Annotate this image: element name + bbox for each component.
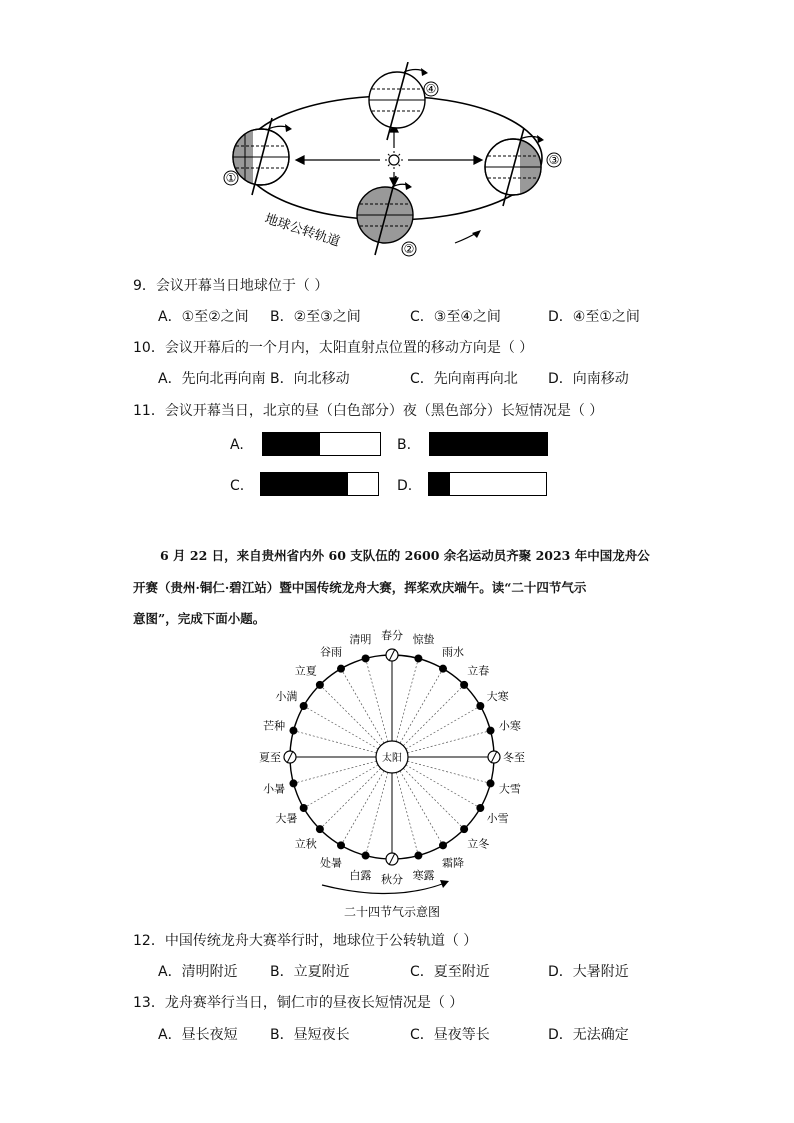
passage-line-3: 意图”，完成下面小题。 bbox=[133, 611, 266, 626]
term-label-15: 立秋 bbox=[294, 837, 317, 851]
q9-option-b[interactable]: B．②至③之间 bbox=[270, 309, 361, 325]
term-label-22: 谷雨 bbox=[320, 645, 342, 659]
term-dot-8 bbox=[476, 804, 484, 812]
spoke-line bbox=[320, 768, 381, 829]
q12-option-b[interactable]: B．立夏附近 bbox=[270, 964, 350, 980]
q13-option-b[interactable]: B．昼短夜长 bbox=[270, 1027, 350, 1043]
q9-option-c[interactable]: C．③至④之间 bbox=[410, 309, 501, 325]
passage-line-2: 开赛（贵州·铜仁·碧江站）暨中国传统龙舟大赛，挥桨欢庆端午。读“二十四节气示 bbox=[133, 580, 587, 595]
term-label-13: 白露 bbox=[349, 868, 372, 882]
q11-option-c-label[interactable]: C. bbox=[230, 478, 245, 494]
passage-line-1: 6 月 22 日，来自贵州省内外 60 支队伍的 2600 余名运动员齐聚 2023 年中国龙舟公 bbox=[160, 548, 650, 563]
spoke-line bbox=[304, 765, 378, 808]
spoke-line bbox=[403, 685, 464, 746]
term-dot-10 bbox=[439, 841, 447, 849]
sun-center-label: 太阳 bbox=[382, 753, 402, 764]
term-label-0: 春分 bbox=[381, 629, 403, 642]
q13-option-a[interactable]: A．昼长夜短 bbox=[158, 1027, 238, 1043]
q13-option-d[interactable]: D．无法确定 bbox=[548, 1027, 629, 1043]
night-fill bbox=[429, 473, 450, 495]
term-label-16: 大暑 bbox=[275, 812, 298, 825]
spoke-line bbox=[407, 731, 490, 753]
spoke-line bbox=[400, 669, 443, 743]
position-label-1: ① bbox=[225, 171, 237, 185]
spoke-line bbox=[341, 771, 384, 845]
question-11: 11．会议开幕当日，北京的昼（白色部分）夜（黑色部分）长短情况是（ ） bbox=[133, 403, 604, 419]
term-dot-23 bbox=[362, 654, 370, 662]
earth-position-3 bbox=[485, 128, 542, 206]
position-label-2: ② bbox=[403, 242, 415, 256]
q10-option-a[interactable]: A．先向北再向南 bbox=[158, 371, 266, 387]
orbit-label: 地球公转轨道 bbox=[262, 211, 342, 250]
night-fill bbox=[430, 433, 547, 455]
term-label-21: 立夏 bbox=[294, 664, 317, 678]
q11-option-b-label[interactable]: B. bbox=[397, 437, 412, 453]
term-dot-19 bbox=[289, 727, 297, 735]
q12-option-a[interactable]: A．清明附近 bbox=[158, 964, 238, 980]
spoke-line bbox=[293, 761, 376, 783]
term-label-5: 小寒 bbox=[498, 719, 521, 733]
q12-option-d[interactable]: D．大暑附近 bbox=[548, 964, 629, 980]
question-13: 13．龙舟赛举行当日，铜仁市的昼夜长短情况是（ ） bbox=[133, 995, 464, 1011]
term-label-6: 冬至 bbox=[503, 751, 525, 764]
spoke-line bbox=[366, 772, 388, 855]
term-dot-13 bbox=[362, 852, 370, 860]
q10-option-c[interactable]: C．先向南再向北 bbox=[410, 371, 518, 387]
term-label-23: 清明 bbox=[349, 633, 372, 647]
spoke-line bbox=[406, 765, 480, 808]
night-fill bbox=[263, 433, 320, 455]
spoke-line bbox=[400, 771, 443, 845]
term-label-19: 芒种 bbox=[263, 719, 286, 733]
earth-orbit-figure bbox=[215, 62, 575, 267]
q10-option-d[interactable]: D．向南移动 bbox=[548, 371, 629, 387]
term-label-7: 大雪 bbox=[498, 782, 521, 796]
spoke-line bbox=[406, 706, 480, 749]
spoke-line bbox=[407, 761, 490, 783]
q11-option-d-label[interactable]: D. bbox=[397, 478, 413, 494]
q11-option-d-bar[interactable] bbox=[428, 472, 547, 496]
q13-option-c[interactable]: C．昼夜等长 bbox=[410, 1027, 490, 1043]
earth-position-4 bbox=[369, 62, 425, 140]
term-dot-4 bbox=[476, 702, 484, 710]
term-dot-17 bbox=[289, 779, 297, 787]
earth-position-1 bbox=[233, 118, 289, 195]
q10-option-b[interactable]: B．向北移动 bbox=[270, 371, 350, 387]
term-label-11: 寒露 bbox=[412, 868, 435, 882]
term-dot-14 bbox=[337, 841, 345, 849]
night-fill bbox=[261, 473, 348, 495]
term-label-12: 秋分 bbox=[381, 873, 403, 886]
spoke-line bbox=[403, 768, 464, 829]
term-dot-11 bbox=[414, 852, 422, 860]
term-label-8: 小雪 bbox=[486, 812, 509, 825]
term-dot-3 bbox=[460, 681, 468, 689]
position-label-3: ③ bbox=[548, 153, 560, 167]
term-dot-2 bbox=[439, 665, 447, 673]
term-label-1: 惊蛰 bbox=[412, 633, 435, 647]
question-9: 9．会议开幕当日地球位于（ ） bbox=[133, 278, 329, 294]
q11-option-a-bar[interactable] bbox=[262, 432, 381, 456]
term-dot-15 bbox=[316, 825, 324, 833]
spoke-line bbox=[366, 658, 388, 741]
spoke-line bbox=[396, 658, 418, 741]
term-label-10: 霜降 bbox=[442, 856, 464, 870]
question-12: 12．中国传统龙舟大赛举行时，地球位于公转轨道（ ） bbox=[133, 933, 478, 949]
term-dot-20 bbox=[300, 702, 308, 710]
term-dot-16 bbox=[300, 804, 308, 812]
spoke-line bbox=[341, 669, 384, 743]
term-dot-1 bbox=[414, 654, 422, 662]
term-dot-22 bbox=[337, 665, 345, 673]
spoke-line bbox=[396, 772, 418, 855]
term-label-18: 夏至 bbox=[259, 751, 281, 764]
term-dot-7 bbox=[487, 779, 495, 787]
term-label-2: 雨水 bbox=[442, 645, 464, 659]
q11-option-b-bar[interactable] bbox=[429, 432, 548, 456]
term-label-17: 小暑 bbox=[263, 782, 286, 796]
term-dot-9 bbox=[460, 825, 468, 833]
q9-option-d[interactable]: D．④至①之间 bbox=[548, 309, 640, 325]
spoke-line bbox=[320, 685, 381, 746]
spoke-line bbox=[304, 706, 378, 749]
q11-option-c-bar[interactable] bbox=[260, 472, 379, 496]
spoke-line bbox=[293, 731, 376, 753]
term-label-9: 立冬 bbox=[467, 837, 490, 851]
figure-caption: 二十四节气示意图 bbox=[343, 905, 441, 919]
q12-option-c[interactable]: C．夏至附近 bbox=[410, 964, 490, 980]
q9-option-a[interactable]: A．①至②之间 bbox=[158, 309, 249, 325]
sun-icon bbox=[385, 151, 403, 169]
q11-option-a-label[interactable]: A. bbox=[230, 437, 244, 453]
term-label-14: 处暑 bbox=[320, 856, 342, 870]
term-dot-5 bbox=[487, 727, 495, 735]
solar-terms-figure bbox=[230, 628, 560, 928]
term-label-3: 立春 bbox=[467, 664, 490, 678]
position-label-4: ④ bbox=[425, 82, 437, 96]
term-dot-21 bbox=[316, 681, 324, 689]
term-label-4: 大寒 bbox=[486, 690, 509, 703]
term-label-20: 小满 bbox=[275, 690, 298, 703]
question-10: 10．会议开幕后的一个月内，太阳直射点位置的移动方向是（ ） bbox=[133, 340, 534, 356]
